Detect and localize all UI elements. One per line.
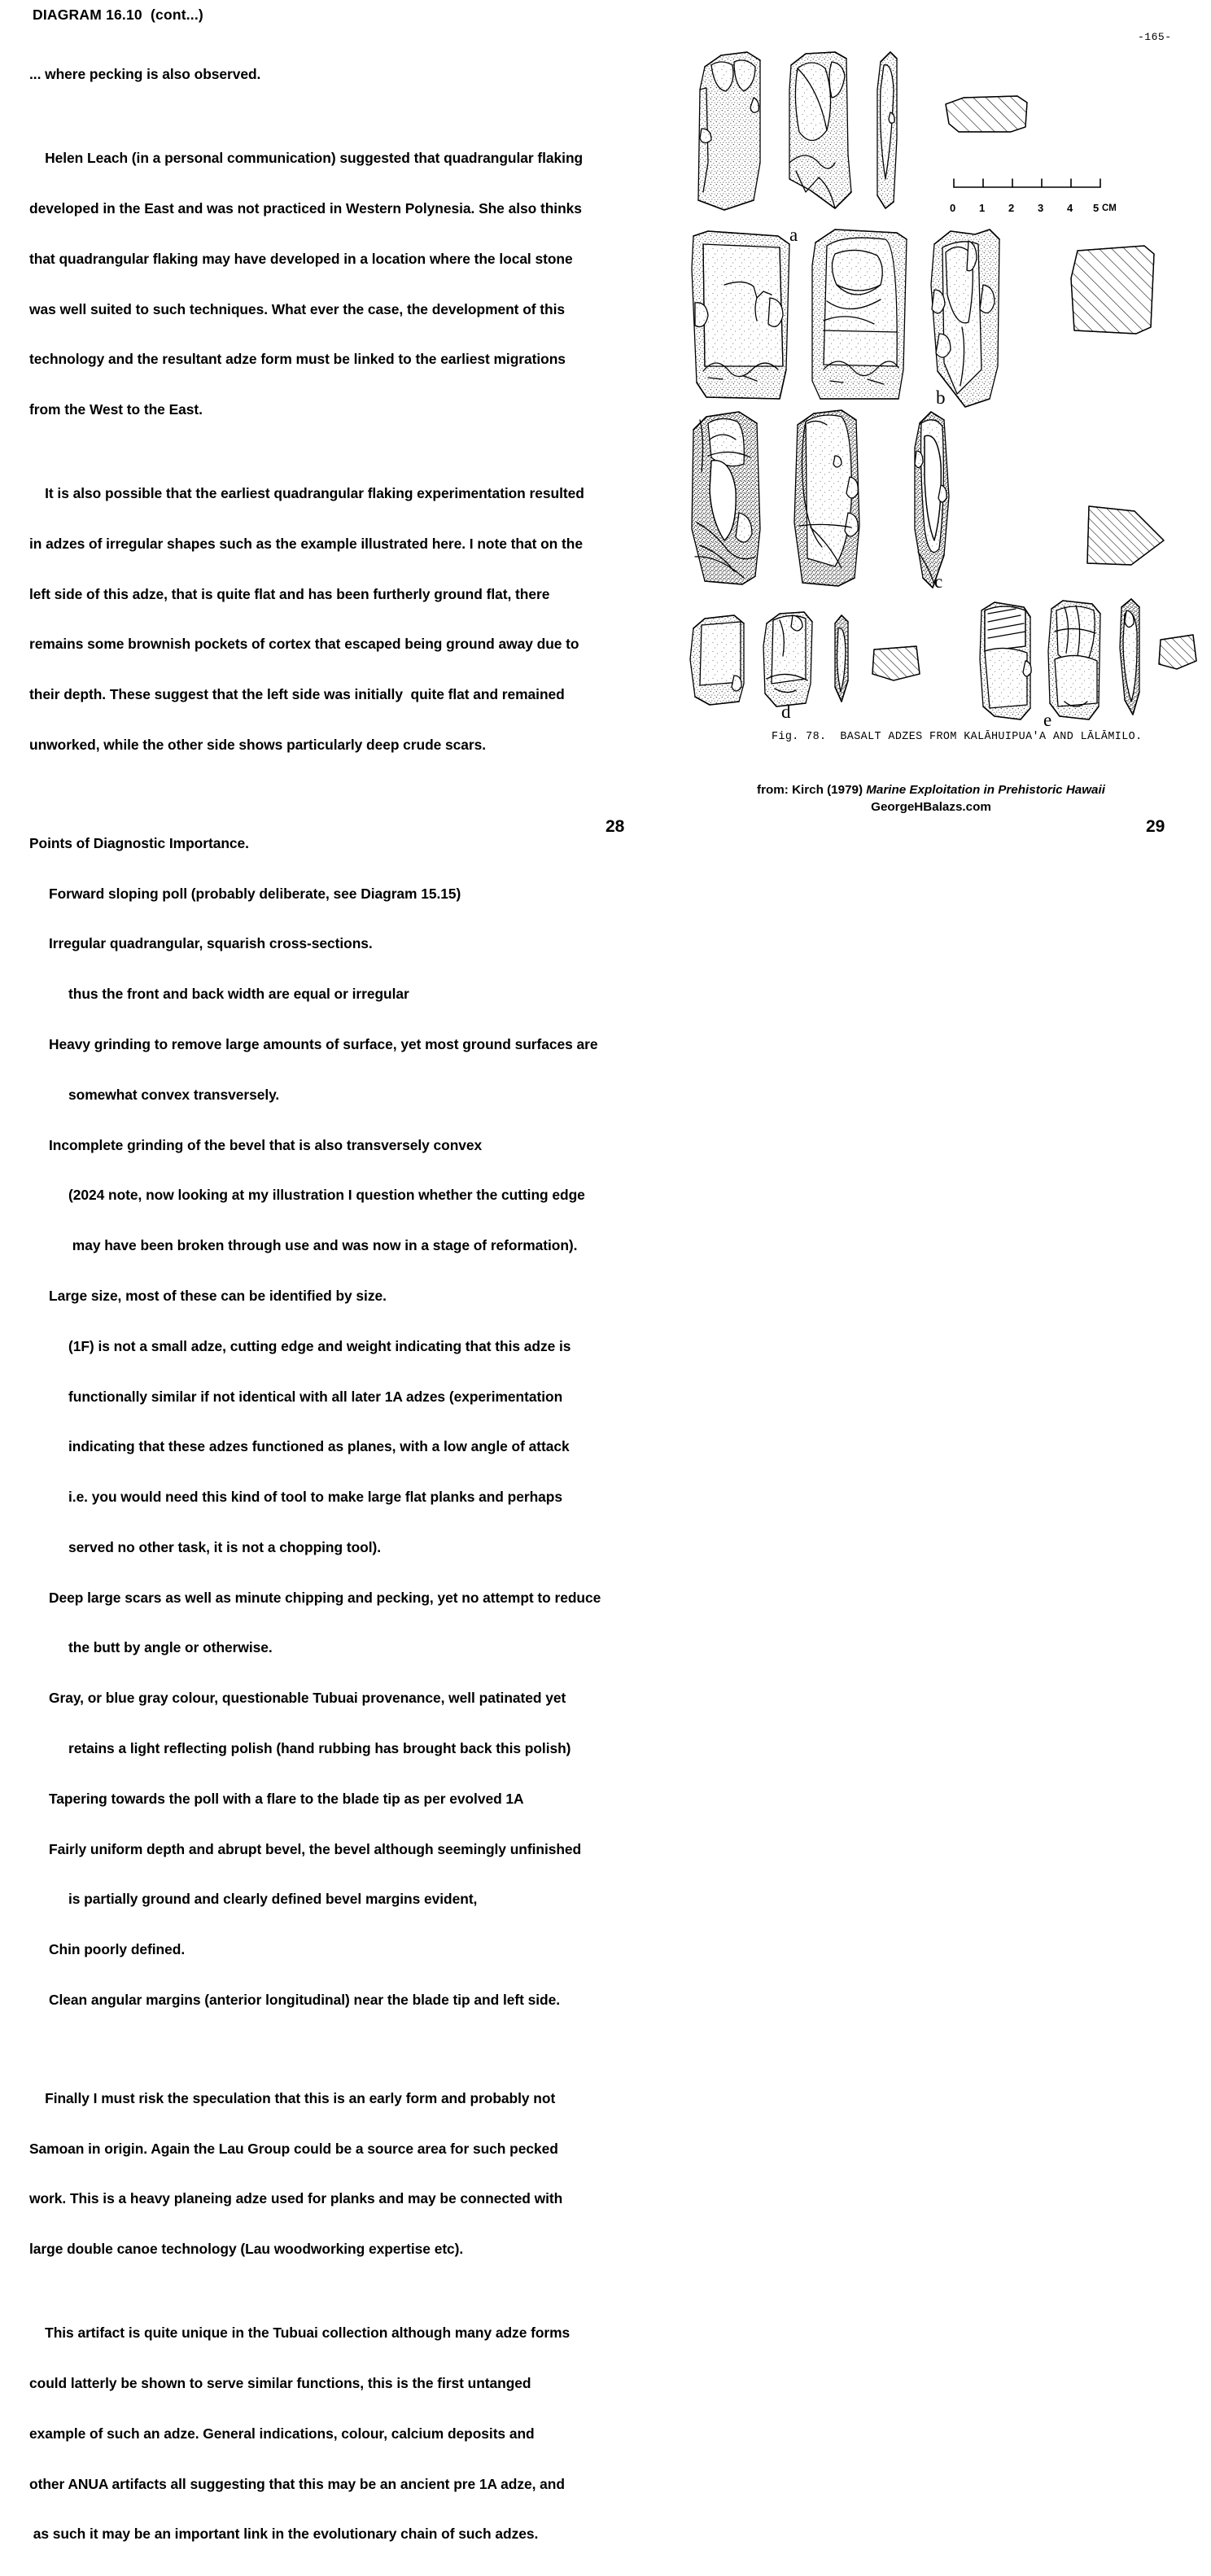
specimen-label-a: a: [789, 225, 798, 245]
text-line: that quadrangular flaking may have developed in a location where the local stone: [29, 250, 573, 267]
spacer: [29, 2042, 632, 2057]
specimen-label-b: b: [936, 387, 946, 408]
text-line: example of such an adze. General indications, colour, calcium deposits and: [29, 2425, 535, 2442]
diagnostic-item: Clean angular margins (anterior longitudinal) near the blade tip and left side.: [49, 1991, 560, 2008]
text-line: developed in the East and was not practiced in Western Polynesia. She also thinks: [29, 199, 582, 216]
text-line: was well suited to such techniques. What ever the case, the development of this: [29, 300, 566, 317]
scale-tick-3: 3: [1038, 202, 1044, 214]
left-page-body: [29, 33, 632, 2576]
text-line: their depth. These suggest that the left side was initially quite flat and remained: [29, 686, 565, 703]
diagnostic-item: i.e. you would need this kind of tool to make large flat planks and perhaps: [68, 1489, 562, 1506]
text-line: ... where pecking is also observed.: [29, 66, 261, 83]
scale-tick-0: 0: [950, 202, 956, 214]
specimen-b-view-3: [931, 230, 999, 407]
specimen-a-cross-section: [946, 96, 1027, 132]
specimen-a-view-1: [698, 52, 760, 210]
diagnostic-item: served no other task, it is not a chopping tool).: [68, 1538, 382, 1555]
page-number-left: 28: [606, 817, 625, 836]
text-line: This artifact is quite unique in the Tubuai collection although many adze forms: [29, 2325, 571, 2342]
specimen-e-view-3: [1120, 599, 1139, 715]
specimen-d-view-1: [690, 615, 744, 705]
text-line: in adzes of irregular shapes such as the example illustrated here. I note that on the: [29, 535, 583, 552]
credit-line-2: GeorgeHBalazs.com: [871, 800, 991, 814]
diagram-heading: DIAGRAM 16.10 (cont...): [33, 7, 203, 23]
spacer: [29, 787, 632, 802]
text-line: work. This is a heavy planeing adze used for planks and may be connected with: [29, 2190, 563, 2207]
page-number-right: 29: [1146, 817, 1165, 836]
diagnostic-item: Fairly uniform depth and abrupt bevel, the bevel although seemingly unfinished: [49, 1840, 582, 1857]
specimen-d-view-2: [763, 612, 812, 706]
specimen-label-c: c: [934, 571, 943, 592]
diagnostic-item: Chin poorly defined.: [49, 1941, 186, 1958]
specimen-e-cross-section: [1159, 635, 1196, 669]
specimen-c-cross-section: [1087, 506, 1164, 565]
diagnostic-item: thus the front and back width are equal or irregular: [68, 986, 409, 1003]
paragraph-leach: [29, 116, 632, 452]
diagnostic-item: is partially ground and clearly defined bevel margins evident,: [68, 1891, 478, 1908]
specimen-a-view-3: [877, 52, 897, 208]
right-page: [651, 0, 1211, 856]
diagnostic-item: retains a light reflecting polish (hand rubbing has brought back this polish): [68, 1739, 571, 1756]
specimen-c-view-2: [794, 410, 859, 586]
figure-caption: Fig. 78. BASALT ADZES FROM KALĀHUIPUA'A AND LĀLĀMILO.: [772, 731, 1143, 743]
text-line: Helen Leach (in a personal communication) suggested that quadrangular flaking: [29, 150, 584, 167]
credit-prefix: from: Kirch (1979): [757, 783, 867, 797]
specimen-c-view-3: [915, 412, 949, 588]
text-line: Samoan in origin. Again the Lau Group could be a source area for such pecked: [29, 2140, 558, 2157]
scale-tick-2: 2: [1008, 202, 1015, 214]
paragraph-intro: [29, 33, 632, 116]
diagnostic-item: the butt by angle or otherwise.: [68, 1639, 273, 1656]
diagnostic-item: (1F) is not a small adze, cutting edge and weight indicating that this adze is: [68, 1337, 571, 1354]
text-line: technology and the resultant adze form must be linked to the earliest migrations: [29, 351, 566, 368]
diagnostic-item: Tapering towards the poll with a flare to the blade tip as per evolved 1A: [49, 1790, 524, 1807]
diagnostic-item: Irregular quadrangular, squarish cross-sections.: [49, 935, 373, 952]
specimen-b-cross-section: [1071, 246, 1154, 334]
diagnostic-item: indicating that these adzes functioned as planes, with a low angle of attack: [68, 1438, 570, 1455]
diagnostic-item: may have been broken through use and was now in a stage of reformation).: [68, 1237, 578, 1254]
specimen-e-view-2: [1048, 601, 1100, 719]
diagnostic-item: Deep large scars as well as minute chipping and pecking, yet no attempt to reduce: [49, 1589, 601, 1606]
figure-plate: [675, 41, 1196, 730]
scale-tick-1: 1: [979, 202, 986, 214]
source-credit: [651, 781, 1211, 816]
text-line: remains some brownish pockets of cortex that escaped being ground away due to: [29, 636, 579, 653]
diagnostic-item: functionally similar if not identical with all later 1A adzes (experimentation: [68, 1388, 563, 1405]
basalt-adzes-illustration: [675, 41, 1196, 724]
scale-bar: [954, 179, 1100, 187]
specimen-b-view-1: [692, 231, 789, 399]
specimen-c-view-1: [692, 412, 760, 584]
specimen-e-view-1: [980, 602, 1031, 719]
diagnostic-item: Forward sloping poll (probably deliberate, see Diagram 15.15): [49, 885, 461, 902]
paragraph-speculation: [29, 2057, 632, 2291]
credit-line-1: [651, 781, 1211, 798]
paragraph-unique-artifact: [29, 2291, 632, 2576]
text-line: Finally I must risk the speculation that this is an early form and probably not: [29, 2089, 556, 2106]
text-line: large double canoe technology (Lau woodworking expertise etc).: [29, 2241, 464, 2258]
paragraph-irregular-shapes: [29, 452, 632, 787]
specimen-label-d: d: [781, 702, 791, 722]
diagnostic-item: Incomplete grinding of the bevel that is also transversely convex: [49, 1136, 483, 1153]
specimen-a-view-2: [789, 52, 851, 208]
diagnostic-item: (2024 note, now looking at my illustration I question whether the cutting edge: [68, 1187, 585, 1204]
text-line: other ANUA artifacts all suggesting that this may be an ancient pre 1A adze, and: [29, 2475, 565, 2492]
specimen-d-view-3: [835, 615, 848, 702]
diagnostic-item: Gray, or blue gray colour, questionable Tubuai provenance, well patinated yet: [49, 1690, 566, 1707]
text-line: It is also possible that the earliest quadrangular flaking experimentation resulted: [29, 485, 584, 502]
text-line: left side of this adze, that is quite flat and has been furtherly ground flat, there: [29, 585, 550, 602]
diagnostic-item: Large size, most of these can be identified by size.: [49, 1287, 387, 1304]
text-line: from the West to the East.: [29, 401, 203, 418]
scale-tick-4: 4: [1067, 202, 1073, 214]
credit-title: Marine Exploitation in Prehistoric Hawaii: [866, 783, 1105, 797]
diagnostic-item: Heavy grinding to remove large amounts of surface, yet most ground surfaces are: [49, 1036, 598, 1053]
diagnostic-section: [29, 802, 632, 2042]
folio-number: -165-: [1138, 31, 1172, 43]
diagnostic-section-title: Points of Diagnostic Importance.: [29, 834, 249, 851]
specimen-b-view-2: [812, 230, 907, 399]
specimen-label-e: e: [1043, 710, 1052, 730]
scale-tick-5: 5: [1093, 202, 1100, 214]
diagnostic-item: somewhat convex transversely.: [68, 1086, 280, 1103]
text-line: as such it may be an important link in the evolutionary chain of such adzes.: [29, 2526, 539, 2543]
text-line: could latterly be shown to serve similar functions, this is the first untanged: [29, 2374, 531, 2391]
scale-unit-label: CM: [1102, 203, 1117, 213]
specimen-d-cross-section: [872, 646, 920, 680]
text-line: unworked, while the other side shows particularly deep crude scars.: [29, 736, 487, 753]
